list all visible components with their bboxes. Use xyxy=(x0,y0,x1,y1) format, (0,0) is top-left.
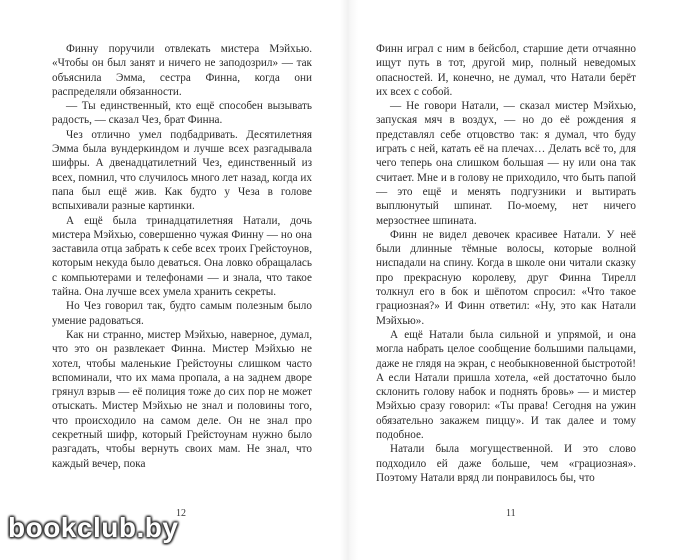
paragraph: — Не говори Натали, — сказал мистер Мэйхью, запуская мяч в воздух, — но до её рождения я представлял себе отцовство так: я думал, что буду играть с ней, катать её на плечах… Делать всё то, для чего теперь она слишком большая — ну или она так считает. Мне и в голову не приходило, что быть папой — это ещё и менять подгузники и вытирать выплюнутый шпинат. По-моему, нет ничего мерзостнее шпината. xyxy=(376,100,636,227)
paragraph: Финн играл с ним в бейсбол, старшие дети отчаянно ищут путь в тот, другой мир, полный неведомых опасностей. И, конечно, не думал, что Натали берёт их всех с собой. xyxy=(376,43,636,98)
paragraph: А ещё Натали была сильной и упрямой, и она могла набрать целое сообщение большими пальцами, даже не глядя на экран, с необыкновенной быстротой! А если Натали пришла хотела, «ей достаточно было склонить голову набок и поднять бровь» — и мистер Мэйхью сразу говорил: «Ты права! Сегодня на ужин обязательно закажем пиццу». И так далее и тому подобное. xyxy=(376,328,636,442)
right-page-text xyxy=(376,42,636,485)
paragraph: — Ты единственный, кто ещё способен вызывать радость, — сказал Чез, брат Финна. xyxy=(52,100,312,127)
paragraph: Чез отлично умел подбадривать. Десятилетняя Эмма была вундеркиндом и лучше всех разгадывала шифры. А двенадцатилетний Чез, единственный из всех, помнил, что случилось много лет назад, когда их папа был ещё жив. Как будто у Чеза в голове вспыхивали разные картинки. xyxy=(52,128,312,213)
right-page-number: 11 xyxy=(506,508,516,519)
paragraph: Натали была могущественной. И это слово подходило ей даже больше, чем «грациозная». Поэтому Натали вряд ли понравилось бы, что xyxy=(376,443,636,484)
paragraph: Финн не видел девочек красивее Натали. У неё были длинные тёмные волосы, которые волной ниспадали на спину. Когда в школе они читали сказку про прекрасную королеву, друг Финна Тирелл толкнул его в бок и шёпотом спросил: «Что такое грациозная?» И Финн ответил: «Ну, это как Натали Мэйхью». xyxy=(376,228,636,327)
paragraph: Как ни странно, мистер Мэйхью, наверное, думал, что это он развлекает Финна. Мистер Мэйхью не хотел, чтобы маленькие Грейстоуны слишком часто вспоминали, что их мама пропала, а на заднем дворе грянул взрыв — её полиция тоже до сих пор не может отыскать. Мистер Мэйхью не знал и половины того, что происходило на самом деле. Он не знал про секретный шифр, который Грейстоунам нужно было разгадать, чтобы вернуть своих мам. Не знал, что каждый вечер, пока xyxy=(52,328,312,470)
left-page-text xyxy=(52,42,312,471)
paragraph: Но Чез говорил так, будто самым полезным было умение радоваться. xyxy=(52,300,312,327)
left-page-number: 12 xyxy=(176,508,186,519)
bookclub-watermark: bookclub.by xyxy=(8,512,179,543)
paragraph: Финну поручили отвлекать мистера Мэйхью. «Чтобы он был занят и ничего не заподозрил» — так объяснила Эмма, сестра Финна, когда они распределяли обязанности. xyxy=(52,43,312,98)
book-gutter-shadow xyxy=(340,0,358,560)
paragraph: А ещё была тринадцатилетняя Натали, дочь мистера Мэйхью, совершенно чужая Финну — но она заставила отца забрать к себе всех троих Грейстоунов, которым некуда было деваться. Она ловко обращалась с компьютерами и телефонами — и знала, что такое тайна. Она лучше всех умела хранить секреты. xyxy=(52,214,312,299)
